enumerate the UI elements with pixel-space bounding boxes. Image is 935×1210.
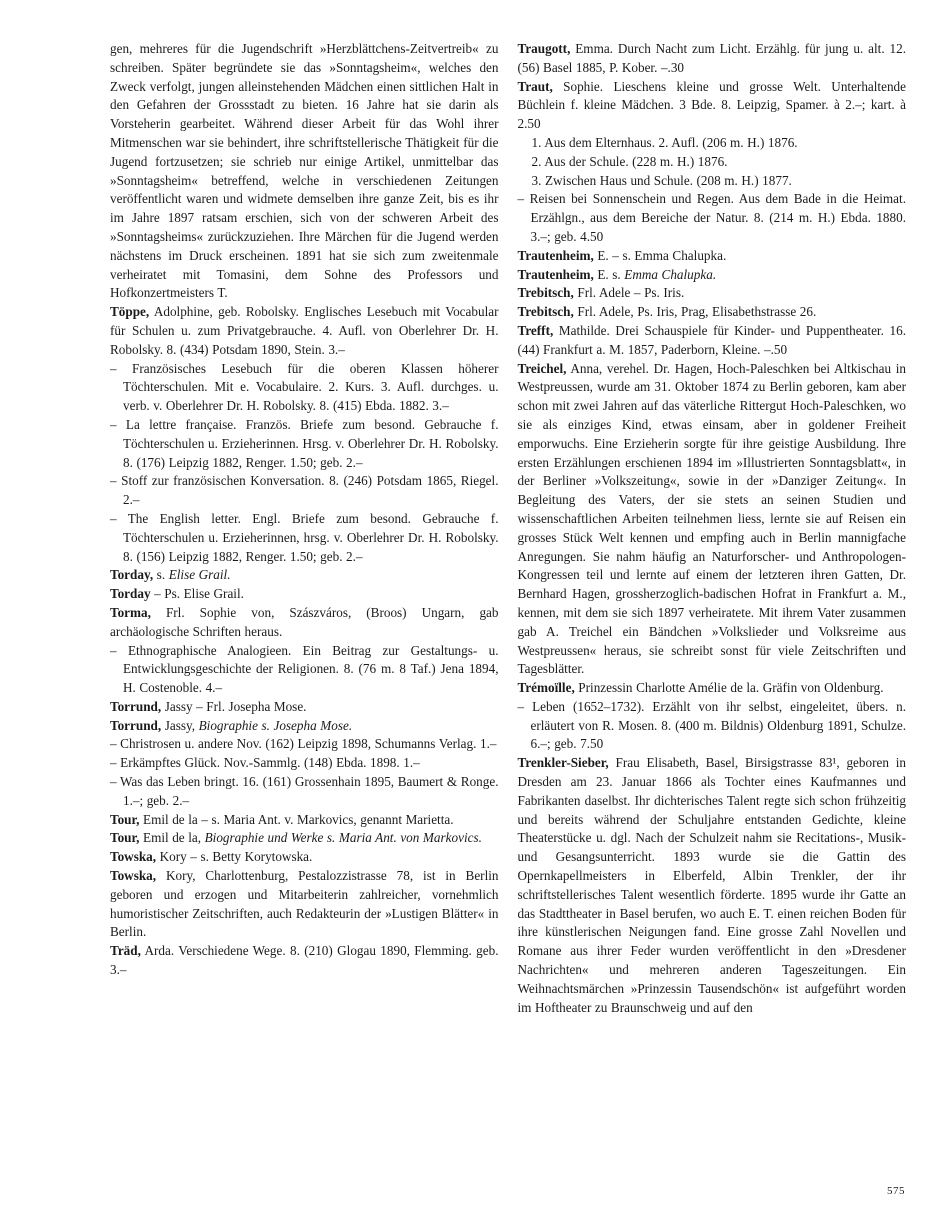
work-list-item [110, 360, 499, 416]
text-run: Arda. Verschiedene Wege. 8. (210) Glogau 1890, Flemming. geb. 3.– [110, 943, 499, 978]
entry-headword: Traut, [517, 78, 553, 94]
dictionary-entry [518, 247, 907, 266]
dictionary-entry [110, 867, 499, 942]
work-list-item [110, 416, 499, 472]
work-list-item [110, 773, 499, 811]
entry-headword: Towska, [110, 849, 157, 865]
dictionary-entry [518, 754, 907, 1017]
entry-headword: Töppe, [110, 304, 150, 320]
dictionary-entry [110, 942, 499, 980]
dictionary-entry [518, 322, 907, 360]
dictionary-entry [110, 811, 499, 830]
entry-headword: Towska, [110, 868, 157, 884]
page-number: 575 [887, 1185, 905, 1197]
text-run: – Leben (1652–1732). Erzählt von ihr selbst, eingeleitet, übers. n. erläutert von R. Mosen. 8. (400 m. Bildnis) Oldenburg 1891, Schulze. 6.–; geb. 7.50 [517, 698, 906, 752]
text-run: Kory, Charlottenburg, Pestalozzistrasse 78, ist in Berlin geboren und erzogen und Mitarbeiterin zahlreicher, vornehmlich humoristischer Zeitschriften, auch Redakteurin der »Lustigen Blätter« in Berlin. [110, 868, 499, 940]
right-column [518, 40, 907, 1017]
work-list-item [518, 190, 907, 246]
work-list-item [110, 510, 499, 566]
text-run: Frl. Sophie von, Szászváros, (Broos) Ungarn, gab archäologische Schriften heraus. [110, 604, 499, 639]
text-run: – Französisches Lesebuch für die oberen Klassen höherer Töchterschulen. Mit e. Vocabulaire. 2. Kurs. 3. Aufl. durchges. u. verb. v. Oberlehrer Dr. H. Robolsky. 8. (415) Ebda. 1882. 3.– [110, 360, 499, 414]
entry-headword: Trebitsch, [517, 304, 574, 320]
entry-headword: Trefft, [517, 322, 554, 338]
dictionary-entry [518, 679, 907, 698]
text-run: Jassy, [161, 717, 199, 733]
work-list-item [110, 754, 499, 773]
text-run: 2. Aus der Schule. (228 m. H.) 1876. [531, 153, 728, 169]
text-run: – Ethnographische Analogieen. Ein Beitrag zur Gestaltungs- u. Entwicklungsgeschichte der Religionen. 8. (76 m. 8 Taf.) Jena 1894, H. Costenoble. 4.– [110, 642, 499, 696]
text-run: Emil de la, [139, 830, 205, 846]
italic-reference: Biographie s. Josepha Mose. [198, 717, 353, 733]
work-list-item [518, 698, 907, 754]
text-run: Emma. Durch Nacht zum Licht. Erzählg. für jung u. alt. 12. (56) Basel 1885, P. Kober. –.30 [517, 41, 906, 75]
italic-reference: Biographie und Werke s. Maria Ant. von Markovics. [204, 830, 482, 846]
dictionary-entry [110, 698, 499, 717]
numbered-volume-item [518, 153, 907, 172]
entry-headword: Trémoïlle, [517, 680, 575, 696]
italic-reference: Emma Chalupka. [624, 266, 717, 282]
continuation-paragraph [110, 40, 499, 303]
text-run: E. – s. Emma Chalupka. [593, 247, 727, 263]
entry-headword: Trebitsch, [517, 285, 574, 301]
dictionary-entry [110, 303, 499, 359]
work-list-item [110, 642, 499, 698]
work-list-item [110, 735, 499, 754]
text-run: 1. Aus dem Elternhaus. 2. Aufl. (206 m. H.) 1876. [531, 134, 798, 150]
dictionary-entry [518, 266, 907, 285]
italic-reference: Elise Grail. [168, 567, 231, 583]
entry-headword: Traugott, [517, 41, 571, 56]
entry-headword: Trautenheim, [517, 266, 594, 282]
text-run: – The English letter. Engl. Briefe zum besond. Gebrauche f. Töchterschulen u. Erzieherinnen, hrsg. v. Oberlehrer Dr. H. Robolsky. 8. (156) Leipzig 1882, Renger. 1.50; geb. 2.– [110, 510, 499, 564]
entry-headword: Träd, [110, 943, 141, 959]
text-run: E. s. [593, 266, 625, 282]
text-run: Prinzessin Charlotte Amélie de la. Gräfin von Oldenburg. [574, 680, 884, 696]
text-run: Frau Elisabeth, Basel, Birsigstrasse 83¹, geboren in Dresden am 23. Januar 1866 als Tochter eines Kaufmannes und Fabrikanten daselbst. Ihr dichterisches Talent regte sich schon frühzeitig und bereits während der Schuljahre entstanden Gedichte, kleine Theaterstücke u. dgl. Nach der Schulzeit nahm sie Recitations-, Musik- und Gesangsunterricht. 1893 wurde sie die Gattin des Opernkapellmeisters in Elberfeld, Albin Trenkler, der ihr schriftstellerisches Talent wesentlich förderte. 1895 wurde ihr Gatte an das Stadttheater in Basel berufen, wo auch E. T. einen reichen Boden für ihre künstlerischen Neigungen fand. Eine grosse Zahl Novellen und Romane aus ihrer Feder wurden veröffentlicht in den »Dresdener Nachrichten« und mehreren anderen Tageszeitungen. Ein Weihnachtsmärchen »Prinzessin Tausendschön« ist aufgeführt worden im Hoftheater zu Braunschweig und auf den [517, 755, 906, 1015]
dictionary-entry [518, 360, 907, 680]
entry-headword: Trenkler-Sieber, [517, 755, 609, 771]
entry-headword: Trautenheim, [517, 247, 594, 263]
entry-headword: Torrund, [110, 717, 162, 733]
numbered-volume-item [518, 172, 907, 191]
dictionary-entry [518, 78, 907, 134]
text-run: Emil de la – s. Maria Ant. v. Markovics, genannt Marietta. [139, 811, 454, 827]
text-run: Mathilde. Drei Schauspiele für Kinder- und Puppentheater. 16. (44) Frankfurt a. M. 1857, Paderborn, Kleine. –.50 [517, 322, 906, 357]
dictionary-entry [110, 848, 499, 867]
dictionary-entry [518, 40, 907, 78]
text-run: – Was das Leben bringt. 16. (161) Grossenhain 1895, Baumert & Ronge. 1.–; geb. 2.– [110, 774, 499, 808]
text-run: – La lettre française. Französ. Briefe zum besond. Gebrauche f. Töchterschulen u. Erzieherinnen. Hrsg. v. Oberlehrer Dr. H. Robolsky. 8. (176) Leipzig 1882, Renger. 1.50; geb. 2.– [110, 416, 499, 470]
text-run: – Erkämpftes Glück. Nov.-Sammlg. (148) Ebda. 1898. 1.– [110, 755, 420, 771]
text-run: Frl. Adele, Ps. Iris, Prag, Elisabethstrasse 26. [573, 304, 817, 320]
text-run: 3. Zwischen Haus und Schule. (208 m. H.) 1877. [531, 172, 792, 188]
dictionary-entry [518, 284, 907, 303]
text-run: s. [153, 567, 169, 583]
two-column-text-block [110, 40, 906, 1017]
dictionary-entry [110, 829, 499, 848]
text-run: Anna, verehel. Dr. Hagen, Hoch-Paleschken bei Altkischau in Westpreussen, wurde am 31. Oktober 1874 zu Berlin geboren, kam aber schon mit zwei Jahren auf das väterliche Rittergut Hoch-Paleschken, wo sie als einziges Kind, etwas einsam, aber in goldener Freiheit emporwuchs. Eine Erzieherin sorgte für ihre geistige Ausbildung. Ihre ersten Erzählungen erschienen 1894 im »Illustrierten Sonntagsblatt«, in der Berliner »Volkszeitung«, sowie in der »Danziger Zeitung«. In Begleitung des Vaters, der sie stets an seinen Studien und wissenschaftlichen Arbeiten teilnehmen liess, lernte sie auf Reisen ein grosses Stück Welt kennen und empfing auch in Berlin mannigfache Anregungen. Sie nahm häufig an Naturforscher- und Anthropologen-Kongressen teil und lernte auf einem der letzteren ihren Gatten, Dr. Bernhard Hagen, grossherzoglich-badischen Hofrat in Frankfurt a. M., kennen, mit dem sie sich 1897 verheiratete. Mit ihrem Vater zusammen gab A. Treichel ein Bändchen »Volkslieder und Volksreime aus Westpreussen« heraus, sie schreibt sonst für viele Zeitschriften und Tagesblätter. [517, 360, 906, 677]
text-run: – Ps. Elise Grail. [150, 586, 244, 602]
dictionary-entry [110, 717, 499, 736]
dictionary-entry [110, 566, 499, 585]
text-run: – Stoff zur französischen Konversation. 8. (246) Potsdam 1865, Riegel. 2.– [110, 473, 499, 508]
entry-headword: Torma, [110, 604, 151, 620]
left-column [110, 40, 499, 980]
entry-headword: Torrund, [110, 698, 162, 714]
text-run: Kory – s. Betty Korytowska. [156, 849, 313, 865]
work-list-item [110, 472, 499, 510]
entry-headword: Treichel, [517, 360, 567, 376]
text-run: Sophie. Lieschens kleine und grosse Welt. Unterhaltende Büchlein f. kleine Mädchen. 3 Bde. 8. Leipzig, Spamer. à 2.–; kart. à 2.50 [517, 78, 906, 132]
text-run: – Reisen bei Sonnenschein und Regen. Aus dem Bade in die Heimat. Erzählgn., aus dem Bereiche der Natur. 8. (214 m. H.) Ebda. 1880. 3.–; geb. 4.50 [517, 191, 906, 244]
text-run: Jassy – Frl. Josepha Mose. [161, 698, 307, 714]
entry-headword: Tour, [110, 830, 140, 846]
entry-headword: Torday [110, 586, 151, 602]
dictionary-entry [110, 585, 499, 604]
text-run: Adolphine, geb. Robolsky. Englisches Lesebuch mit Vocabular für Schulen u. zum Privatgebrauche. 4. Aufl. von Oberlehrer Dr. H. Robolsky. 8. (434) Potsdam 1890, Stein. 3.– [110, 304, 499, 357]
entry-headword: Tour, [110, 811, 140, 827]
text-run: Frl. Adele – Ps. Iris. [573, 285, 685, 301]
text-run: – Christrosen u. andere Nov. (162) Leipzig 1898, Schumanns Verlag. 1.– [110, 736, 497, 752]
dictionary-entry [110, 604, 499, 642]
text-run: gen, mehreres für die Jugendschrift »Herzblättchens-Zeitvertreib« zu schreiben. Später begründete sie das »Sonntagsheim«, welches den Zweck verfolgt, jungen alleinstehenden Mädchen einen sittlichen Halt in den Gefahren der Grossstadt zu bieten. 16 Jahre hat sie darin als Vorsteherin gearbeitet. Während dieser Arbeit für das Wohl ihrer Mitmenschen war sie behindert, ihre schriftstellerische Thätigkeit für die Jugend fortzusetzen; sie schrieb nur einige Artikel, unmittelbar das »Sonntagsheim« betreffend, welche in verschiedenen Zeitungen veröffentlicht waren und widmete demselben ihre ganze Zeit, bis es ihr im Jahre 1897 ratsam erschien, sich von der schweren Arbeit des »Sonntagsheims« zurückzuziehen. Ihre Märchen für die Jugend werden nächstens im Druck erscheinen. 1891 hat sie sich zum zweitenmale verheiratet mit Tomasini, dem Sohne des Professors und Hofkonzertmeisters T. [110, 41, 499, 301]
numbered-volume-item [518, 134, 907, 153]
dictionary-entry [518, 303, 907, 322]
entry-headword: Torday, [110, 567, 154, 583]
